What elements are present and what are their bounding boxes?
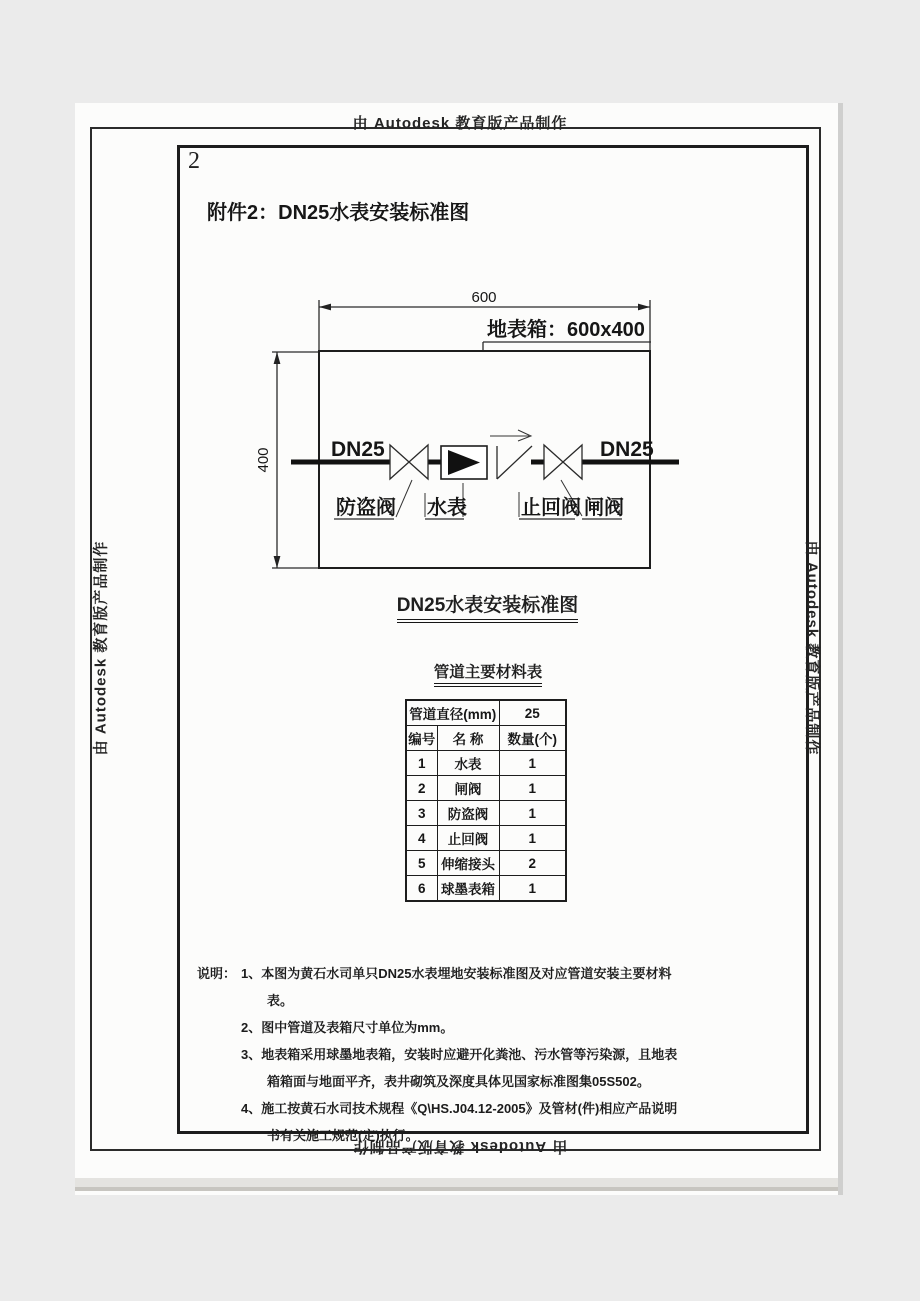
dim-height-value: 400: [255, 447, 272, 473]
page-number: 2: [188, 148, 200, 174]
document-title: 附件2：DN25水表安装标准图: [207, 202, 470, 224]
table-row: 6 球墨表箱 1: [406, 876, 566, 902]
table-row: 3 防盗阀 1: [406, 801, 566, 826]
label-anti-theft-valve: 防盗阀: [336, 497, 396, 519]
check-valve-icon: [490, 430, 532, 479]
dim-width-value: 600: [471, 289, 497, 306]
label-water-meter: 水表: [427, 497, 467, 519]
materials-table: [405, 699, 567, 902]
anti-theft-valve-icon: [390, 445, 428, 479]
table-row: 4 止回阀 1: [406, 826, 566, 851]
table-header-row: [406, 726, 566, 751]
scan-edge-strip: [75, 1178, 838, 1187]
header-no: 编号: [406, 726, 437, 751]
autodesk-watermark-left: 由 Autodesk 教育版产品制作: [92, 540, 110, 756]
header-qty: 数量(个): [499, 726, 566, 751]
note-item-4: 4、施工按黄石水司技术规程《Q\HS.J04.12-2005》及管材(件)相应产品说明书有关施工规范(定)执行。: [241, 1101, 678, 1143]
notes-label: 说明：: [197, 966, 237, 981]
note-item-2: 2、图中管道及表箱尺寸单位为mm。: [241, 1020, 454, 1035]
note-item-3: 3、地表箱采用球墨地表箱，安装时应避开化粪池、污水管等污染源，且地表箱箱面与地面平齐，表井砌筑及深度具体见国家标准图集05S502。: [241, 1047, 678, 1089]
pipe-label-left: DN25: [331, 438, 385, 461]
autodesk-watermark-right: 由 Autodesk 教育版产品制作: [803, 540, 821, 756]
diameter-label-cell: 管道直径(mm): [406, 700, 499, 726]
surface-box-label: 地表箱：600x400: [487, 319, 645, 341]
diameter-value-cell: 25: [499, 700, 566, 726]
table-row-diameter: [406, 700, 566, 726]
pipe-label-right: DN25: [600, 438, 654, 461]
header-name: 名 称: [437, 726, 499, 751]
autodesk-watermark-top: 由 Autodesk 教育版产品制作: [352, 115, 568, 132]
water-meter-icon: [441, 446, 487, 479]
label-gate-valve: 闸阀: [584, 497, 624, 519]
table-row: 1 水表 1: [406, 751, 566, 776]
label-check-valve: 止回阀: [521, 497, 581, 519]
note-item-1: 1、本图为黄石水司单只DN25水表埋地安装标准图及对应管道安装主要材料表。: [241, 966, 672, 1008]
scan-edge-strip-dark: [75, 1187, 838, 1191]
diagram-caption: DN25水表安装标准图: [390, 590, 585, 617]
autodesk-watermark-bottom: 由 Autodesk 教育版产品制作: [352, 1138, 568, 1155]
installation-diagram: [250, 283, 695, 583]
materials-table-title: 管道主要材料表: [413, 660, 563, 682]
gate-valve-icon: [544, 445, 582, 479]
notes-block: [197, 960, 687, 1149]
page-edge-shadow: [838, 103, 843, 1195]
notes-items: [241, 960, 687, 1149]
table-row: 5 伸缩接头 2: [406, 851, 566, 876]
table-row: 2 闸阀 1: [406, 776, 566, 801]
